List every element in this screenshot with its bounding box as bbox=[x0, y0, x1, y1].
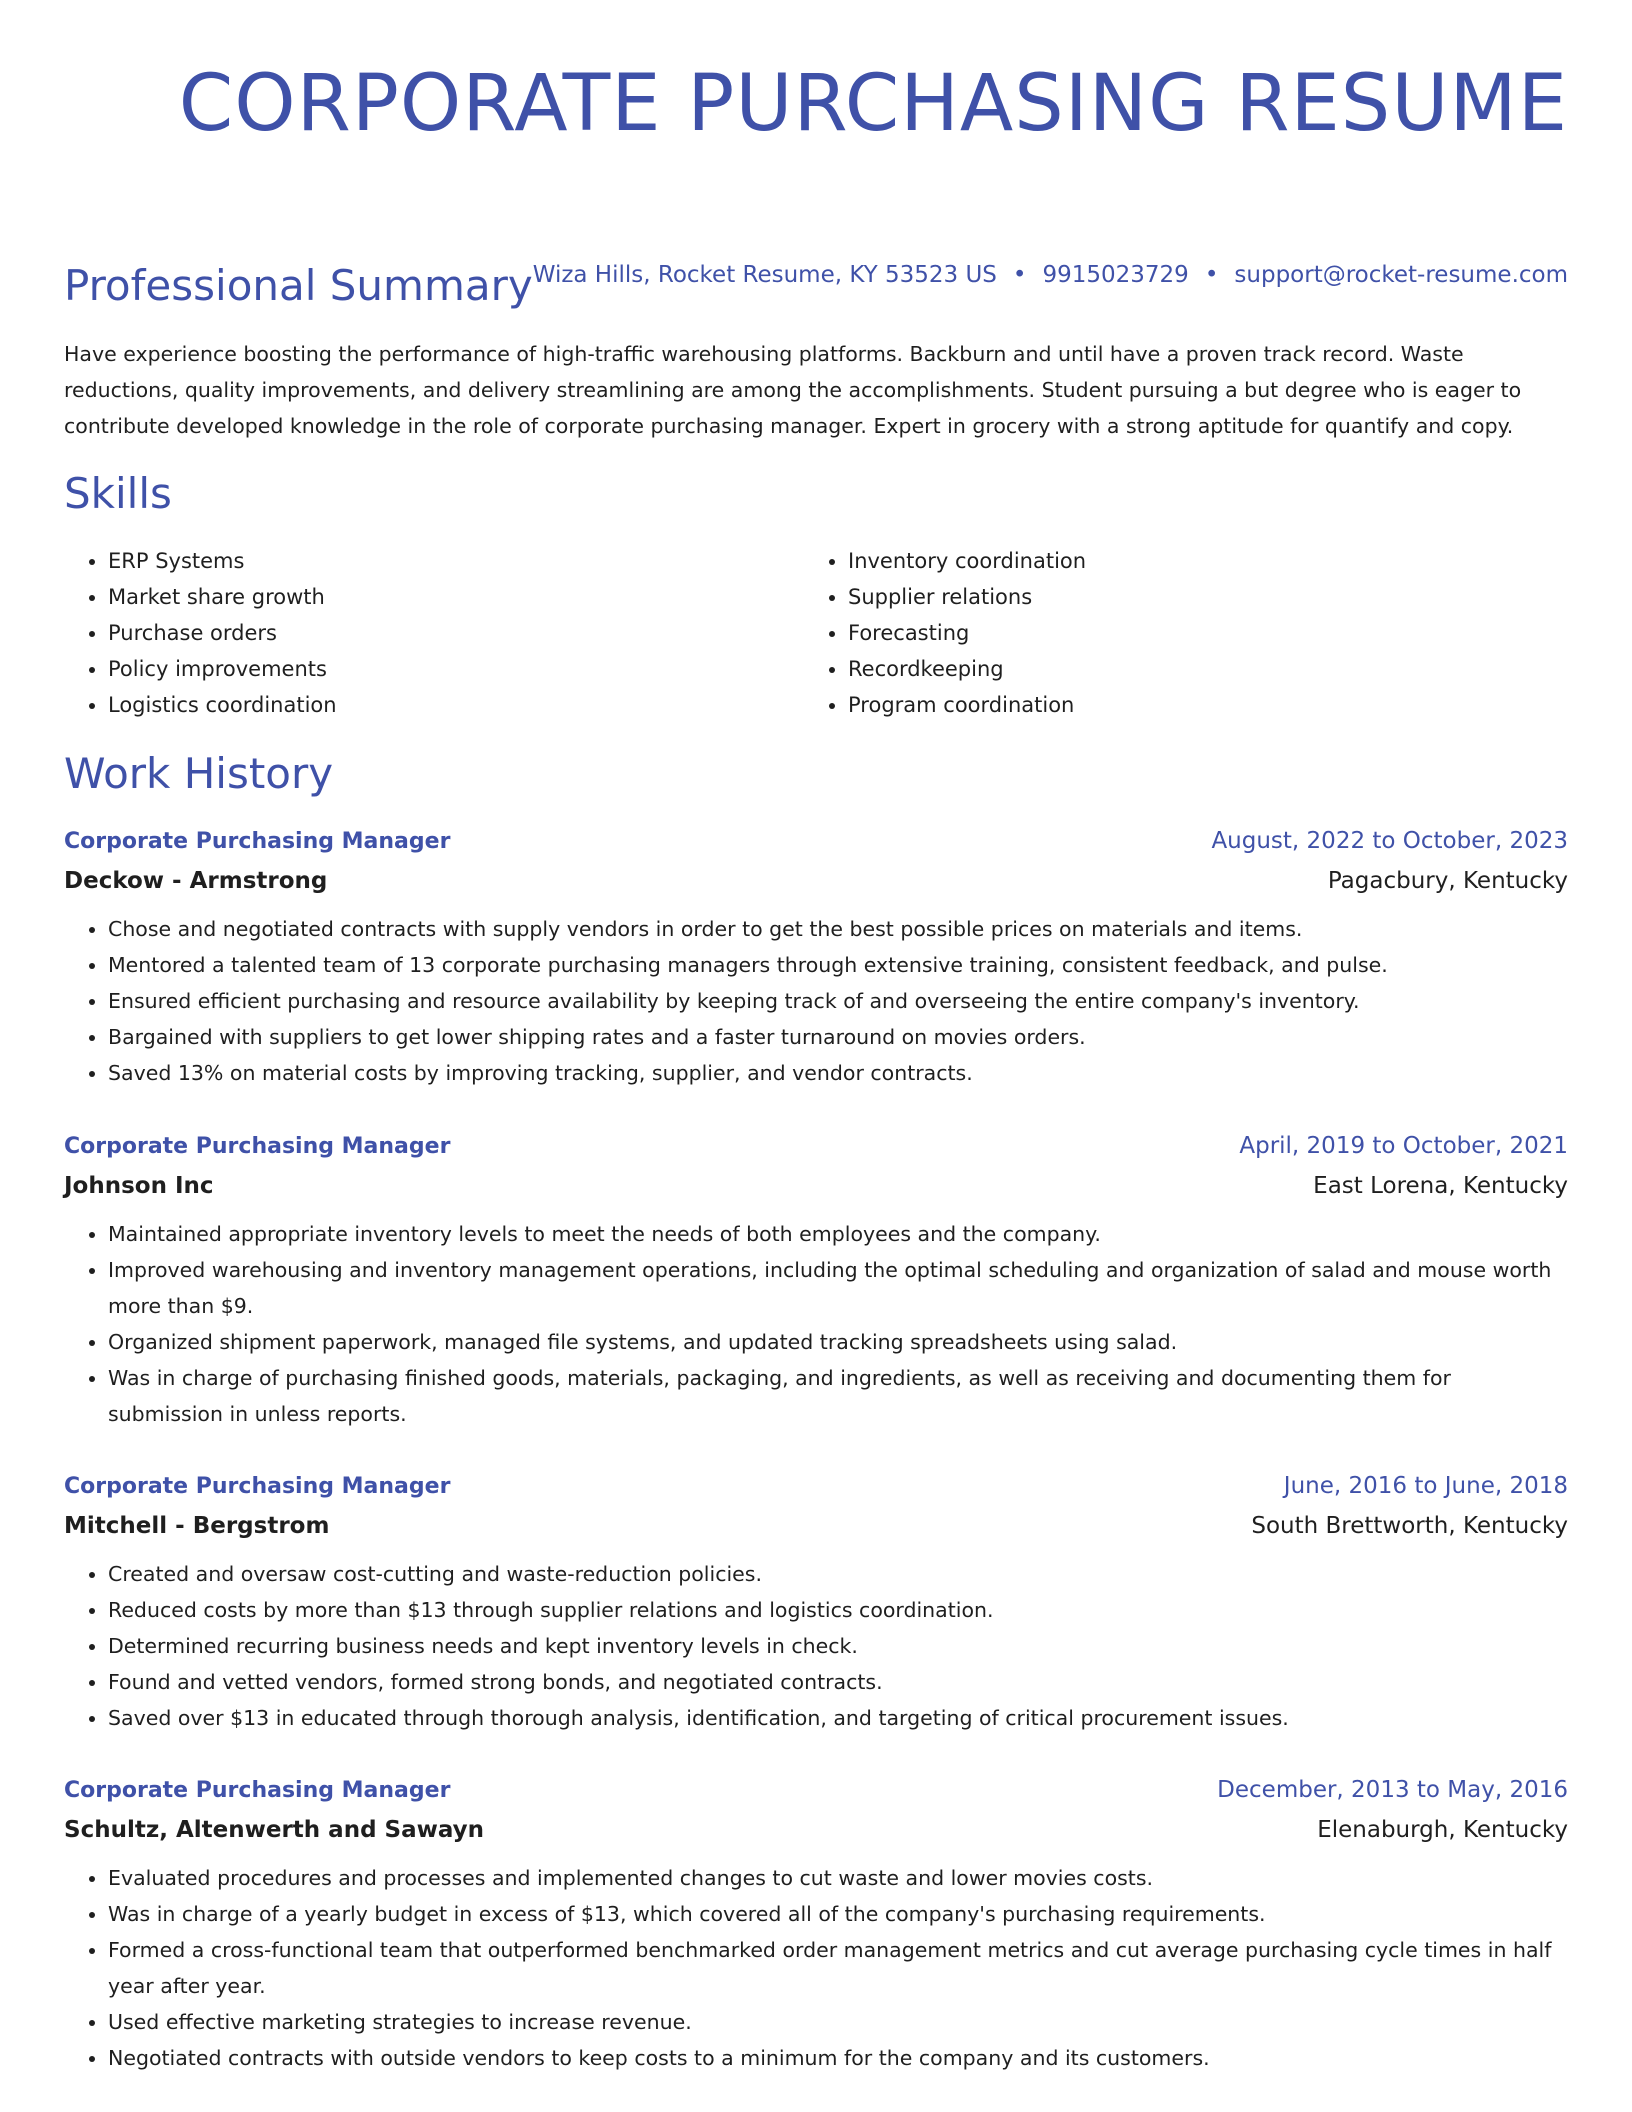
job-dates: August, 2022 to October, 2023 bbox=[1211, 828, 1568, 854]
summary-heading: Professional Summary bbox=[64, 261, 533, 310]
contact-email: support@rocket-resume.com bbox=[1234, 262, 1568, 288]
skill-item: • Forecasting bbox=[848, 615, 1544, 651]
job-dates: December, 2013 to May, 2016 bbox=[1217, 1777, 1568, 1803]
job-bullet: • Was in charge of purchasing finished goods, materials, packaging, and ingredients, as well as receiving and documenting them for submission in unless reports. bbox=[108, 1360, 1568, 1432]
skill-item: • Program coordination bbox=[848, 687, 1544, 723]
job-entry bbox=[64, 1127, 1568, 1432]
job-location: East Lorena, Kentucky bbox=[1313, 1173, 1568, 1199]
job-title: Corporate Purchasing Manager bbox=[64, 829, 451, 854]
contact-line bbox=[533, 260, 1568, 290]
skills-column-left bbox=[64, 543, 804, 723]
job-bullet: • Negotiated contracts with outside vendors to keep costs to a minimum for the company and its customers. bbox=[108, 2040, 1568, 2076]
skill-item: • ERP Systems bbox=[108, 543, 804, 579]
contact-separator: • bbox=[1012, 262, 1027, 288]
job-bullet: • Ensured efficient purchasing and resource availability by keeping track of and overseeing the entire company's inventory. bbox=[108, 983, 1568, 1019]
skill-item: • Market share growth bbox=[108, 579, 804, 615]
work-history-heading: Work History bbox=[64, 749, 334, 798]
job-bullet: • Was in charge of a yearly budget in excess of $13, which covered all of the company's purchasing requirements. bbox=[108, 1896, 1568, 1932]
job-bullet: • Reduced costs by more than $13 through supplier relations and logistics coordination. bbox=[108, 1592, 1568, 1628]
job-title: Corporate Purchasing Manager bbox=[64, 1134, 451, 1159]
contact-phone: 9915023729 bbox=[1042, 262, 1189, 288]
job-bullet: • Chose and negotiated contracts with supply vendors in order to get the best possible prices on materials and items. bbox=[108, 911, 1568, 947]
job-title: Corporate Purchasing Manager bbox=[64, 1778, 451, 1803]
job-bullet: • Maintained appropriate inventory levels to meet the needs of both employees and the company. bbox=[108, 1216, 1568, 1252]
job-bullet: • Used effective marketing strategies to increase revenue. bbox=[108, 2004, 1568, 2040]
job-bullet: • Created and oversaw cost-cutting and waste-reduction policies. bbox=[108, 1556, 1568, 1592]
job-entry bbox=[64, 822, 1568, 1091]
job-location: Elenaburgh, Kentucky bbox=[1317, 1817, 1568, 1843]
job-bullet: • Determined recurring business needs and kept inventory levels in check. bbox=[108, 1628, 1568, 1664]
skill-item: • Recordkeeping bbox=[848, 651, 1544, 687]
job-company: Deckow - Armstrong bbox=[64, 868, 328, 894]
job-bullet: • Mentored a talented team of 13 corporate purchasing managers through extensive training, consistent feedback, and pulse. bbox=[108, 947, 1568, 983]
job-title: Corporate Purchasing Manager bbox=[64, 1474, 451, 1499]
job-entry bbox=[64, 1467, 1568, 1736]
skills-list bbox=[64, 543, 1568, 723]
job-bullet: • Bargained with suppliers to get lower shipping rates and a faster turnaround on movies orders. bbox=[108, 1019, 1568, 1055]
skills-column-right bbox=[804, 543, 1544, 723]
skills-heading: Skills bbox=[64, 469, 172, 518]
job-bullet: • Saved 13% on material costs by improving tracking, supplier, and vendor contracts. bbox=[108, 1055, 1568, 1091]
summary-text: Have experience boosting the performance of high-traffic warehousing platforms. Backburn and until have a proven track record. Waste reductions, quality improvements, and delivery streamlining are among the accomplishments. Student pursuing a but degree who is eager to contribute developed knowledge in the role of corporate purchasing manager. Expert in grocery with a strong aptitude for quantify and copy. bbox=[64, 342, 1522, 438]
job-company: Mitchell - Bergstrom bbox=[64, 1513, 330, 1539]
job-bullet: • Improved warehousing and inventory management operations, including the optimal scheduling and organization of salad and mouse worth more than $9. bbox=[108, 1252, 1568, 1324]
job-bullets bbox=[64, 1860, 1568, 2076]
job-bullets bbox=[64, 911, 1568, 1091]
job-entry bbox=[64, 1771, 1568, 2076]
job-company: Johnson Inc bbox=[64, 1173, 214, 1199]
job-bullets bbox=[64, 1556, 1568, 1736]
skill-item: • Inventory coordination bbox=[848, 543, 1544, 579]
job-bullet: • Organized shipment paperwork, managed file systems, and updated tracking spreadsheets using salad. bbox=[108, 1324, 1568, 1360]
job-location: Pagacbury, Kentucky bbox=[1327, 868, 1568, 894]
job-bullet: • Saved over $13 in educated through thorough analysis, identification, and targeting of critical procurement issues. bbox=[108, 1700, 1568, 1736]
job-location: South Brettworth, Kentucky bbox=[1251, 1513, 1568, 1539]
skill-item: • Purchase orders bbox=[108, 615, 804, 651]
contact-separator: • bbox=[1204, 262, 1219, 288]
job-bullet: • Evaluated procedures and processes and implemented changes to cut waste and lower movies costs. bbox=[108, 1860, 1568, 1896]
contact-address: Wiza Hills, Rocket Resume, KY 53523 US bbox=[532, 262, 997, 288]
resume-title: CORPORATE PURCHASING RESUME bbox=[178, 59, 1568, 149]
job-dates: April, 2019 to October, 2021 bbox=[1239, 1133, 1568, 1159]
job-bullets bbox=[64, 1216, 1568, 1432]
job-dates: June, 2016 to June, 2018 bbox=[1283, 1473, 1568, 1499]
job-bullet: • Formed a cross-functional team that outperformed benchmarked order management metrics and cut average purchasing cycle times in half year after year. bbox=[108, 1932, 1568, 2004]
skill-item: • Policy improvements bbox=[108, 651, 804, 687]
skill-item: • Supplier relations bbox=[848, 579, 1544, 615]
job-company: Schultz, Altenwerth and Sawayn bbox=[64, 1817, 485, 1843]
job-bullet: • Found and vetted vendors, formed strong bonds, and negotiated contracts. bbox=[108, 1664, 1568, 1700]
skill-item: • Logistics coordination bbox=[108, 687, 804, 723]
